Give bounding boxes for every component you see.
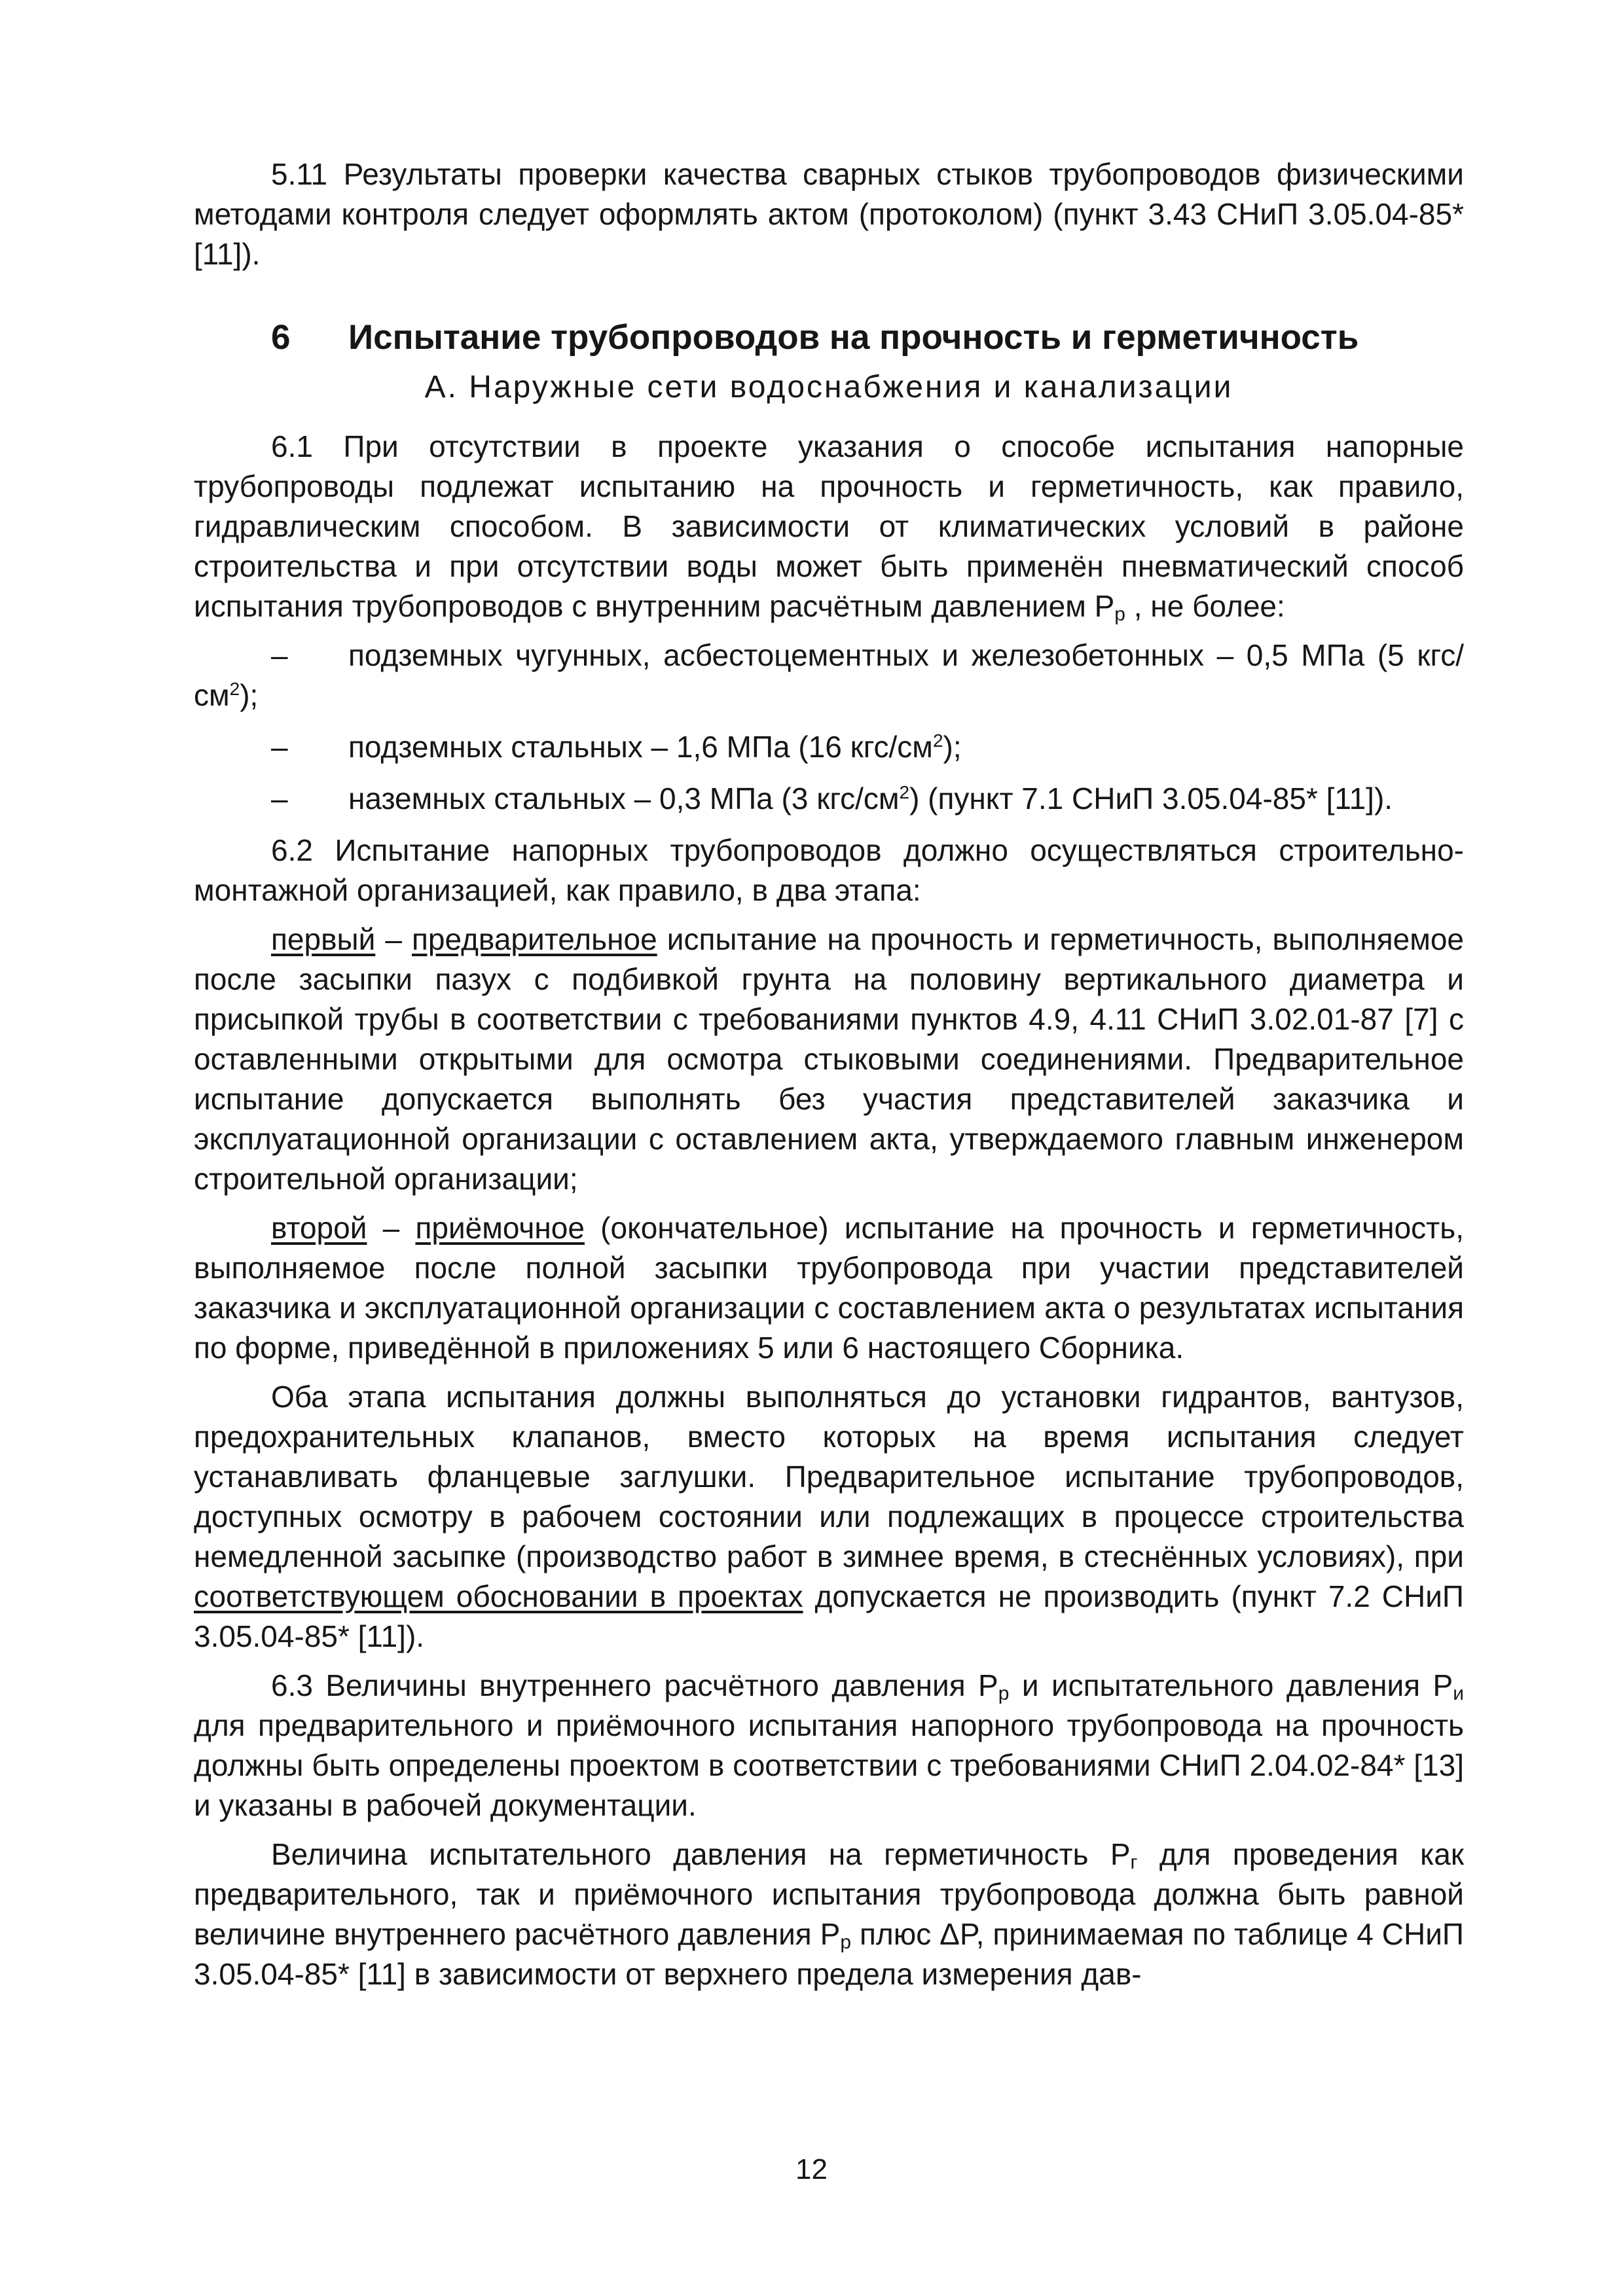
- underlined-justification: соответствующем обосновании в проектах: [194, 1579, 803, 1613]
- underlined-first: первый: [271, 922, 376, 956]
- section-title: Испытание трубопроводов на прочность и герметичность: [348, 318, 1359, 357]
- section-heading: [194, 315, 1464, 361]
- section-number: 6: [271, 318, 291, 357]
- section-subtitle: А. Наружные сети водоснабжения и канализации: [424, 370, 1233, 404]
- underlined-second: второй: [271, 1211, 367, 1245]
- paragraph-6-1: 6.1 При отсутствии в проекте указания о способе испытания напорные трубопроводы подлежат испытанию на прочность и герметичность, как правило, гидравлическим способом. В зависимости от климатических условий в районе строительства и при отсутствии воды может быть применён пневматический способ испытания трубопроводов с внутренним расчётным давлением $P_p$ , не более:: [194, 429, 1464, 625]
- dash-marker: –: [271, 638, 288, 672]
- paragraph-6-2: 6.2 Испытание напорных трубопроводов должно осуществляться строительно-монтажной организацией, как правило, в два этапа:: [194, 833, 1464, 907]
- paragraph-5-11: 5.11 Результаты проверки качества сварных стыков трубопроводов физическими методами контроля следует оформлять актом (протоколом) (пункт 3.43 СНиП 3.05.04-85* [11]).: [194, 157, 1464, 271]
- underlined-preliminary: предварительное: [412, 922, 657, 956]
- paragraph-stage-two: второй – приёмочное (окончательное) испытание на прочность и герметичность, выполняемое после полной засыпки трубопровода при участии представителей заказчика и эксплуатационной организации с составлением акта о результатах испытания по форме, приведённой в приложениях 5 или 6 настоящего Сборника.: [194, 1211, 1464, 1365]
- list-item-underground-steel: – подземных стальных – 1,6 МПа (16 кгс/$см^2$);: [194, 727, 1464, 767]
- dash-marker: –: [271, 730, 288, 764]
- document-page: [194, 154, 1464, 2003]
- underlined-acceptance: приёмочное: [415, 1211, 585, 1245]
- paragraph-test-pressure: Величина испытательного давления на герметичность $P_г$ для проведения как предварительного, так и приёмочного испытания трубопровода должна быть равной величине внутреннего расчётного давления $P_p$ плюс ΔP, принимаемая по таблице 4 СНиП 3.05.04-85* [11] в зависимости от верхнего предела измерения дав-: [194, 1837, 1464, 1991]
- paragraph-6-3: 6.3 Величины внутреннего расчётного давления $P_p$ и испытательного давления $P_и$ для предварительного и приёмочного испытания напорного трубопровода на прочность должны быть определены проектом в соответствии с требованиями СНиП 2.04.02-84* [13] и указаны в рабочей документации.: [194, 1668, 1465, 1822]
- list-item-cast-iron: – подземных чугунных, асбестоцементных и железобетонных – 0,5 МПа (5 кгс/$см^2$);: [194, 636, 1464, 715]
- paragraph-stage-one: первый – предварительное испытание на прочность и герметичность, выполняемое после засыпки пазух с подбивкой грунта на половину вертикального диаметра и присыпкой трубы в соответствии с требованиями пунктов 4.9, 4.11 СНиП 3.02.01-87 [7] с оставленными открытыми для осмотра стыковыми соединениями. Предварительное испытание допускается выполнять без участия представителей заказчика и эксплуатационной организации с оставлением акта, утверждаемого главным инженером строительной организации;: [194, 922, 1464, 1196]
- page-number: 12: [795, 2153, 828, 2185]
- dash-marker: –: [271, 781, 288, 816]
- paragraph-both-stages: Оба этапа испытания должны выполняться до установки гидрантов, вантузов, предохранительных клапанов, вместо которых на время испытания следует устанавливать фланцевые заглушки. Предварительное испытание трубопроводов, доступных осмотру в рабочем состоянии или подлежащих в процессе строительства немедленной засыпке (производство работ в зимнее время, в стеснённых условиях), при соответствующем обосновании в проектах допускается не производить (пункт 7.2 СНиП 3.05.04-85* [11]).: [194, 1380, 1464, 1653]
- list-item-ground-steel: – наземных стальных – 0,3 МПа (3 кгс/$см^2$) (пункт 7.1 СНиП 3.05.04-85* [11]).: [194, 779, 1464, 819]
